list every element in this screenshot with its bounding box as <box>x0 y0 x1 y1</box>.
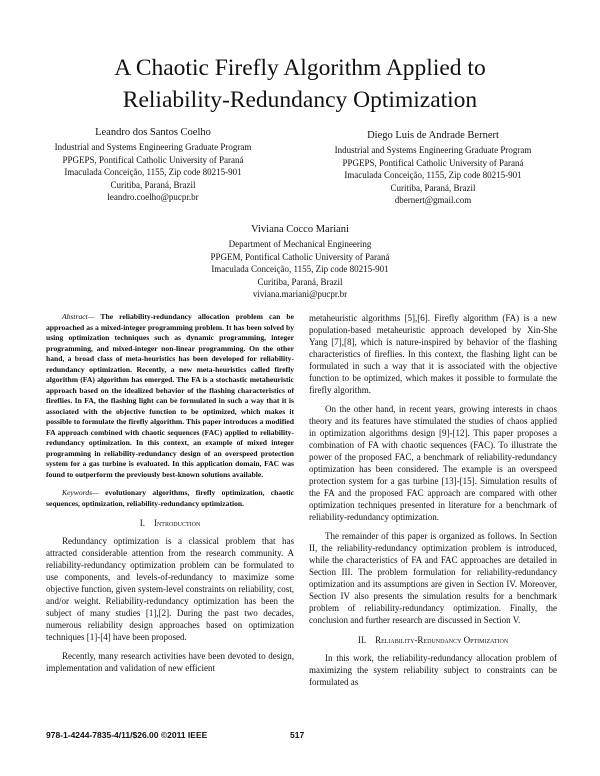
keywords <box>46 488 294 509</box>
page-number: 517 <box>290 730 305 740</box>
author-email: leandro.coelho@pucpr.br <box>107 192 199 203</box>
author-affiliation-line: Curitiba, Paraná, Brazil <box>257 276 343 287</box>
author-affiliation-line: Curitiba, Paraná, Brazil <box>110 179 196 190</box>
abstract-text: The reliability-redundancy allocation problem can be approached as a mixed-integer programming problem. It has been solved by using optimization techniques such as dynamic programming, integer programming, and mixed-integer non-linear programming. On the other hand, a broad class of meta-heuristics has been developed for reliability-redundancy optimization. Recently, a new meta-heuristics called firefly algorithm (FA) algorithm has emerged. The FA is a stochastic metaheuristic approach based on the idealized behavior of the flashing characteristics of fireflies. In FA, the flashing light can be formulated in such a way that it is associated with the objective function to be optimized, which makes it possible to formulate the firefly algorithm. This paper introduces a modified FA approach combined with chaotic sequences (FAC) applied to reliability-redundancy optimization. In this context, an example of mixed integer programming in reliability-redundancy design of an overspeed protection system for a gas turbine is evaluated. In this application domain, FAC was found to outperform the previously best-known solutions available. <box>46 312 294 479</box>
paper-title <box>0 52 600 116</box>
section-title: Introduction <box>153 518 201 528</box>
left-column <box>46 312 294 674</box>
author-block-3 <box>160 222 440 301</box>
title-line-1: A Chaotic Firefly Algorithm Applied to <box>114 55 486 81</box>
author-block-2 <box>308 128 558 207</box>
abstract-label: Abstract— <box>62 312 95 321</box>
author-affiliation-line: PPGEPS, Pontifical Catholic University of Paraná <box>62 154 244 165</box>
section-title: Reliability-Redundancy Optimization <box>375 635 509 645</box>
abstract <box>46 312 294 480</box>
author-affiliation-line: Department of Mechanical Engineering <box>228 239 372 249</box>
author-affiliation-line: Imaculada Conceição, 1155, Zip code 80215-901 <box>211 264 389 275</box>
body-paragraph: Redundancy optimization is a classical problem that has attracted considerable attention from the research community. A reliability-redundancy optimization problem can be formulated to use components, and levels-of-redundancy to maximize some objective function, given system-level constraints on reliability, cost, and/or weight. Reliability-redundancy optimization has been the subject of many studies [1],[2]. During the past two decades, numerous reliability design approaches based on optimization techniques [1]-[4] have been proposed. <box>46 536 294 642</box>
right-column <box>309 312 557 688</box>
author-affiliation-line: PPGEPS, Pontifical Catholic University of Paraná <box>342 157 524 168</box>
body-paragraph: The remainder of this paper is organized as follows. In Section II, the reliability-redundancy optimization problem is introduced, while the characteristics of FA and FAC approaches are detailed in Section III. The problem formulation for reliability-redundancy optimization and its assumptions are given in Section IV. Moreover, Section IV also presents the simulation results for a benchmark problem of reliability-redundancy optimization. Finally, the conclusion and further research are discussed in Section V. <box>309 531 557 625</box>
author-email: viviana.mariani@pucpr.br <box>252 289 348 300</box>
title-line-2: Reliability-Redundancy Optimization <box>122 87 478 113</box>
section-number: I. <box>139 518 145 528</box>
author-block-1 <box>28 125 278 204</box>
body-paragraph: In this work, the reliability-redundancy allocation problem of maximizing the system reliability subject to constraints can be formulated as <box>309 653 557 687</box>
section-heading-introduction <box>46 517 294 529</box>
keywords-text: evolutionary algorithms, firefly optimization, chaotic sequences, optimization, reliability-redundancy optimization. <box>46 488 294 508</box>
author-name: Diego Luis de Andrade Bernert <box>367 130 499 141</box>
author-affiliation-line: Industrial and Systems Engineering Graduate Program <box>334 145 532 155</box>
section-number: II. <box>357 635 367 645</box>
author-name: Leandro dos Santos Coelho <box>95 127 211 138</box>
section-heading-reliability <box>309 634 557 646</box>
author-affiliation-line: Imaculada Conceição, 1155, Zip code 80215-901 <box>64 167 242 178</box>
body-paragraph: Recently, many research activities have been devoted to design, implementation and validation of new efficient <box>46 651 294 673</box>
author-affiliation-line: Industrial and Systems Engineering Graduate Program <box>54 142 252 152</box>
author-email: dbernert@gmail.com <box>394 195 472 206</box>
author-name: Viviana Cocco Mariani <box>251 224 349 235</box>
author-affiliation-line: Imaculada Conceição, 1155, Zip code 80215-901 <box>344 170 522 181</box>
body-paragraph: On the other hand, in recent years, growing interests in chaos theory and its features have stimulated the studies of chaos applied in optimization algorithms design [9]-[12]. This paper proposes a combination of FA with chaotic sequences (FAC). To illustrate the power of the proposed FAC, a benchmark of reliability-redundancy optimization has been considered. The example is an overspeed protection system for a gas turbine [13]-[15]. Simulation results of the FA and the proposed FAC approach are compared with other optimization techniques presented in literature for a benchmark of reliability-redundancy optimization. <box>309 404 557 522</box>
keywords-label: Keywords— <box>62 488 99 497</box>
author-affiliation-line: Curitiba, Paraná, Brazil <box>390 182 476 193</box>
body-paragraph: metaheuristic algorithms [5],[6]. Firefly algorithm (FA) is a new population-based metaheuristic approach developed by Xin-She Yang [7],[8], which is nature-inspired by behavior of the flashing characteristics of fireflies. In this context, the flashing light can be formulated in such a way that it is associated with the objective function to be optimized, which makes it possible to formulate the firefly algorithm. <box>309 313 557 395</box>
author-affiliation-line: PPGEM, Pontifical Catholic University of Paraná <box>210 251 390 262</box>
footer-isbn: 978-1-4244-7835-4/11/$26.00 ©2011 IEEE <box>46 730 208 740</box>
